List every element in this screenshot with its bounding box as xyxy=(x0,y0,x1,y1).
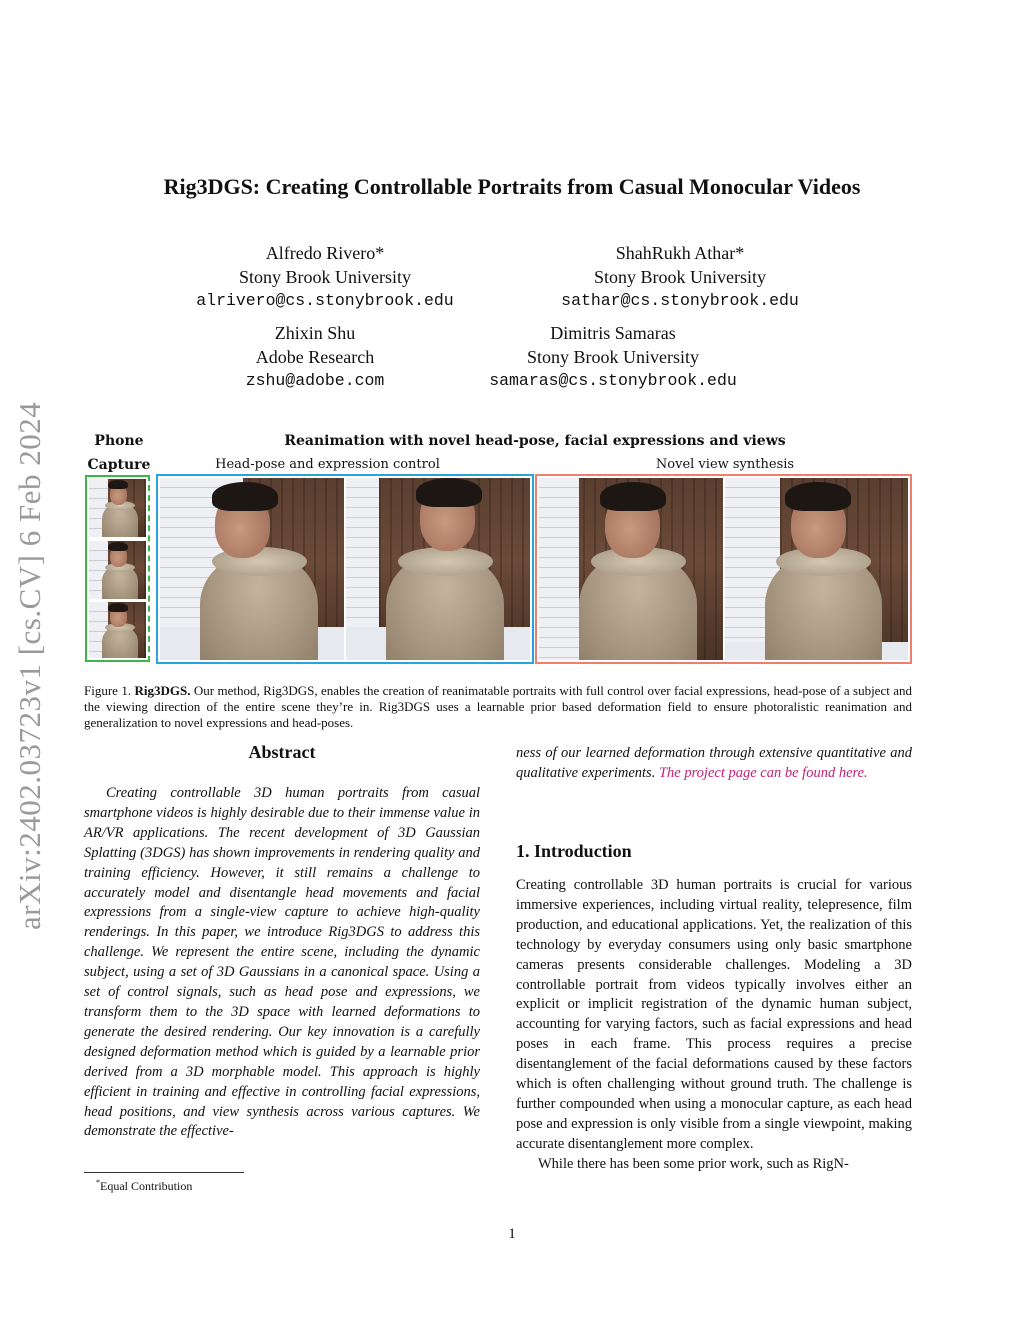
introduction-heading: 1. Introduction xyxy=(516,841,632,861)
author-block-2 xyxy=(525,241,835,313)
capture-thumbnail xyxy=(89,541,146,599)
capture-thumbnail xyxy=(89,602,146,658)
project-page-link[interactable]: The project page can be found here. xyxy=(658,764,868,781)
phone-capture-frame xyxy=(85,475,150,662)
capture-thumbnail xyxy=(89,479,146,537)
author-block-3 xyxy=(190,321,440,393)
intro-paragraph: Creating controllable 3D human portraits is crucial for various immersive experiences, including virtual reality, telepresence, film production, and educational applications. Yet, the realization of this technology by everyday consumers using only basic smartphone cameras presents considerable challenges. Modeling a 3D controllable portrait from videos typically involves either an explicit or implicit registration of the dynamic human subject, accounting for varying factors, such as facial expressions and head poses in each frame. This process requires a precise disentanglement of the facial deformations caused by these factors which is often challenging without ground truth. The challenge is further compounded when using a monocular capture, as each head pose and expression is only visible from a single viewpoint, making accurate disentanglement more complex. xyxy=(516,877,912,1152)
author-block-4 xyxy=(448,321,778,393)
head-pose-render xyxy=(346,478,530,660)
author-name: Zhixin Shu xyxy=(274,323,356,343)
phone-capture-label: Phone Capture xyxy=(87,433,151,473)
novel-view-render xyxy=(725,478,908,660)
caption-bold: Rig3DGS. xyxy=(134,683,191,698)
author-name: ShahRukh Athar* xyxy=(615,243,745,263)
intro-paragraph: While there has been some prior work, such as RigN- xyxy=(538,1155,849,1172)
introduction-body xyxy=(516,876,912,1175)
arxiv-stamp: arXiv:2402.03723v1 [cs.CV] 6 Feb 2024 xyxy=(12,401,47,930)
abstract-heading: Abstract xyxy=(248,742,316,762)
author-email[interactable]: samaras@cs.stonybrook.edu xyxy=(489,371,737,390)
novel-view-subtitle: Novel view synthesis xyxy=(655,457,795,472)
head-pose-render xyxy=(160,478,344,660)
footnote: *Equal Contribution xyxy=(96,1178,193,1193)
figure-caption: Figure 1. Rig3DGS. Our method, Rig3DGS, enables the creation of reanimatable portraits with full control over facial expressions, head-pose of a subject and the viewing direction of the entire scene they’re in. Rig3DGS uses a learnable prior based deformation field to ensure photoralistic reanimation and generalization to novel expressions and head-poses. xyxy=(84,683,912,730)
author-affiliation: Stony Brook University xyxy=(526,347,699,367)
reanimation-title: Reanimation with novel head-pose, facial expressions and views xyxy=(284,433,786,449)
author-block-1 xyxy=(170,241,480,313)
head-pose-subtitle: Head-pose and expression control xyxy=(215,457,440,472)
author-name: Dimitris Samaras xyxy=(550,323,676,343)
paper-title: Rig3DGS: Creating Controllable Portraits from Casual Monocular Videos xyxy=(163,174,861,199)
author-email[interactable]: zshu@adobe.com xyxy=(245,371,385,390)
novel-view-render xyxy=(539,478,723,660)
abstract-text: Creating controllable 3D human portraits from casual smartphone videos is highly desirable due to their immense value in AR/VR applications. The recent development of 3D Gaussian Splatting (3DGS) has shown improvements in rendering quality and training efficiency. However, it still remains a challenge to accurately model and disentangle head movements and facial expressions from a single-view capture to achieve high-quality renderings. In this paper, we introduce Rig3DGS to address this challenge. We represent the entire scene, including the dynamic subject, using a set of 3D Gaussians in a canonical space. Using a set of control signals, such as head pose and expressions, we transform them to the 3D space with learned deformations to generate the desired rendering. Our key innovation is a carefully designed deformation method which is guided by a learnable prior derived from a 3D morphable model. This approach is highly efficient in training and effective in controlling facial expressions, head positions, and view synthesis across various captures. We demonstrate the effective- xyxy=(84,785,480,1140)
author-affiliation: Stony Brook University xyxy=(238,267,411,287)
author-affiliation: Adobe Research xyxy=(255,347,375,367)
footnote-rule xyxy=(84,1172,244,1173)
author-affiliation: Stony Brook University xyxy=(593,267,766,287)
novel-view-frame xyxy=(535,474,912,664)
abstract-continuation: ness of our learned deformation through extensive quantitative and qualitative experiments. The project page can be found here. xyxy=(516,745,912,781)
head-pose-frame xyxy=(156,474,534,664)
author-email[interactable]: sathar@cs.stonybrook.edu xyxy=(561,291,799,310)
author-email[interactable]: alrivero@cs.stonybrook.edu xyxy=(196,291,454,310)
author-name: Alfredo Rivero* xyxy=(265,243,385,263)
page-number: 1 xyxy=(508,1226,516,1242)
